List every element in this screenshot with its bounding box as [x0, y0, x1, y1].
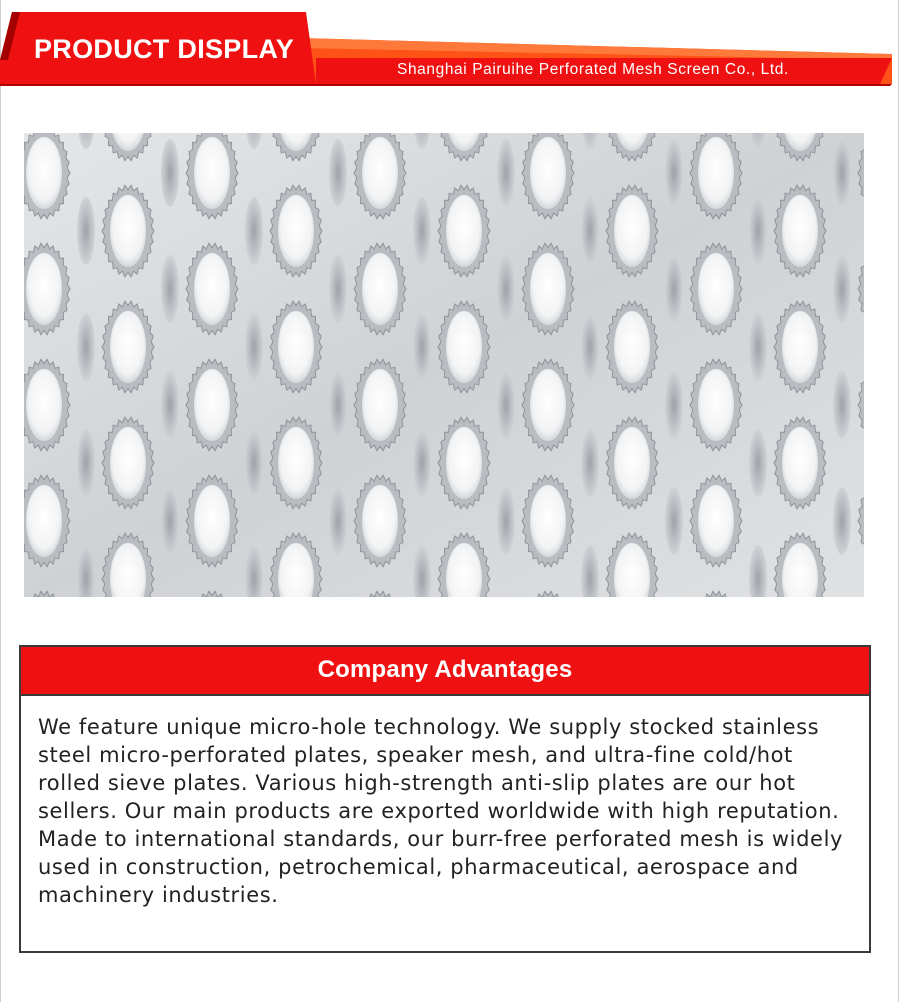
plate-dimple	[749, 313, 767, 381]
plate-dimple	[413, 197, 431, 265]
plate-hole	[362, 485, 398, 557]
plate-hole	[530, 137, 566, 209]
plate-dimple	[329, 139, 347, 207]
advantages-text: We feature unique micro-hole technology. We supply stocked stainless steel micro-perforated plates, speaker mesh, and ultra-fine cold/hot rolled sieve plates. Various high-strength anti-slip plates are our hot sellers. Our main products are exported worldwide with high reputation. Made to international standards, our burr-free perforated mesh is widely used in construction, petrochemical, pharmaceutical, aerospace and machinery industries.	[38, 715, 844, 907]
plate-hole	[278, 427, 314, 499]
plate-hole	[530, 253, 566, 325]
plate-hole	[362, 253, 398, 325]
plate-hole	[782, 427, 818, 499]
plate-dimple	[329, 371, 347, 439]
plate-dimple	[497, 139, 515, 207]
plate-dimple	[749, 197, 767, 265]
plate-hole	[362, 369, 398, 441]
plate-hole	[698, 369, 734, 441]
plate-dimple	[245, 197, 263, 265]
plate-hole	[614, 427, 650, 499]
plate-hole	[110, 427, 146, 499]
plate-dimple	[581, 197, 599, 265]
plate-dimple	[749, 429, 767, 497]
plate-hole	[782, 311, 818, 383]
perforated-plate-illustration	[24, 133, 864, 597]
plate-dimple	[497, 487, 515, 555]
plate-dimple	[665, 487, 683, 555]
plate-dimple	[665, 139, 683, 207]
plate-dimple	[329, 487, 347, 555]
plate-hole	[362, 137, 398, 209]
plate-hole	[26, 369, 62, 441]
plate-hole	[110, 311, 146, 383]
plate-hole	[446, 311, 482, 383]
plate-dimple	[245, 313, 263, 381]
plate-dimple	[581, 429, 599, 497]
plate-dimple	[161, 487, 179, 555]
plate-dimple	[161, 255, 179, 323]
advantages-title: Company Advantages	[317, 656, 573, 683]
plate-dimple	[833, 139, 851, 207]
plate-dimple	[329, 255, 347, 323]
plate-hole	[26, 485, 62, 557]
plate-hole	[110, 195, 146, 267]
plate-dimple	[245, 429, 263, 497]
plate-hole	[194, 369, 230, 441]
plate-dimple	[665, 371, 683, 439]
plate-dimple	[161, 371, 179, 439]
plate-hole	[698, 137, 734, 209]
plate-hole	[194, 485, 230, 557]
plate-dimple	[833, 255, 851, 323]
plate-dimple	[581, 313, 599, 381]
plate-hole	[278, 195, 314, 267]
plate-dimple	[77, 197, 95, 265]
plate-hole	[278, 311, 314, 383]
plate-dimple	[413, 313, 431, 381]
plate-hole	[698, 253, 734, 325]
plate-hole	[26, 253, 62, 325]
company-name: Shanghai Pairuihe Perforated Mesh Screen Co., Ltd.	[397, 61, 789, 78]
header-banner	[0, 0, 899, 90]
plate-hole	[194, 253, 230, 325]
plate-hole	[446, 195, 482, 267]
plate-hole	[194, 137, 230, 209]
page-frame-left	[0, 0, 1, 1002]
plate-dimple	[833, 487, 851, 555]
plate-dimple	[161, 139, 179, 207]
plate-hole	[782, 195, 818, 267]
plate-dimple	[833, 371, 851, 439]
plate-dimple	[497, 371, 515, 439]
plate-hole	[698, 485, 734, 557]
company-advantages-panel	[19, 645, 871, 953]
plate-hole	[446, 427, 482, 499]
plate-hole	[530, 485, 566, 557]
plate-dimple	[413, 429, 431, 497]
product-photo	[24, 133, 864, 597]
plate-dimple	[77, 429, 95, 497]
plate-dimple	[77, 313, 95, 381]
plate-hole	[614, 195, 650, 267]
plate-hole	[26, 137, 62, 209]
page-title: PRODUCT DISPLAY	[34, 34, 295, 64]
plate-dimple	[665, 255, 683, 323]
plate-hole	[530, 369, 566, 441]
plate-hole	[614, 311, 650, 383]
plate-dimple	[497, 255, 515, 323]
advantages-header	[21, 647, 869, 696]
